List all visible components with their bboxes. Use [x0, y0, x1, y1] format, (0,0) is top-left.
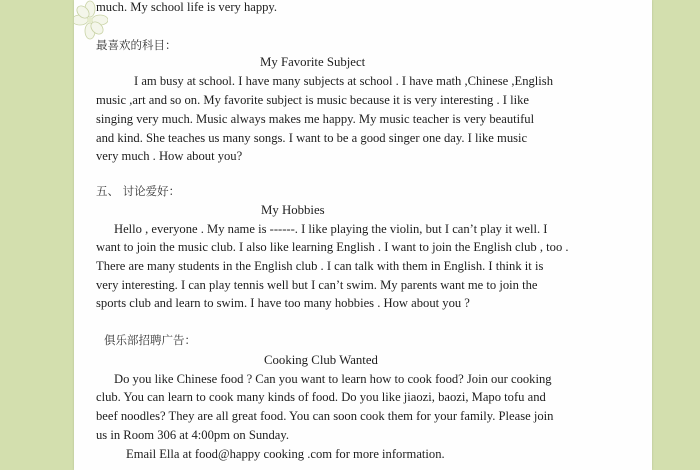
paragraph-line: singing very much. Music always makes me happy. My music teacher is very beautiful [96, 112, 535, 126]
hobbies-title: My Hobbies [261, 203, 325, 217]
paragraph-line: Email Ella at food@happy cooking .com for more information. [126, 447, 445, 461]
paragraph-line: us in Room 306 at 4:00pm on Sunday. [96, 428, 289, 442]
paragraph-line: want to join the music club. I also like learning English . I want to join the English club , too . [96, 240, 569, 254]
paragraph-line: I am busy at school. I have many subjects at school . I have math ,Chinese ,English [134, 74, 554, 88]
favorite-subject-title: My Favorite Subject [260, 55, 366, 69]
favorite-subject-heading: 最喜欢的科目： [96, 38, 177, 52]
paragraph-line: sports club and learn to swim. I have too many hobbies . How about you ? [96, 296, 470, 310]
paragraph-line: music ,art and so on. My favorite subject is music because it is very interesting . I like [96, 93, 529, 107]
cooking-club-title: Cooking Club Wanted [264, 353, 378, 367]
hobbies-heading: 五、 讨论爱好： [96, 184, 181, 198]
document-page [74, 0, 652, 470]
intro-closing-line: much. My school life is very happy. [96, 0, 278, 14]
paragraph-line: and kind. She teaches us many songs. I want to be a good singer one day. I like music [96, 131, 528, 145]
paragraph-line: beef noodles? They are all great food. You can soon cook them for your family. Please join [96, 409, 554, 423]
paragraph-line: very much . How about you? [96, 149, 243, 163]
paragraph-line: club. You can learn to cook many kinds of food. Do you like jiaozi, baozi, Mapo tofu and [96, 390, 546, 404]
paragraph-line: There are many students in the English club . I can talk with them in English. I think it is [96, 259, 544, 273]
cooking-club-heading: 俱乐部招聘广告： [104, 333, 196, 347]
paragraph-line: very interesting. I can play tennis well but I can’t swim. My parents want me to join the [96, 278, 538, 292]
paragraph-line: Hello , everyone . My name is ------. I like playing the violin, but I can’t play it well. I [114, 222, 548, 236]
left-page-border [0, 0, 74, 470]
right-page-border [652, 0, 700, 470]
paragraph-line: Do you like Chinese food ? Can you want to learn how to cook food? Join our cooking [114, 372, 552, 386]
